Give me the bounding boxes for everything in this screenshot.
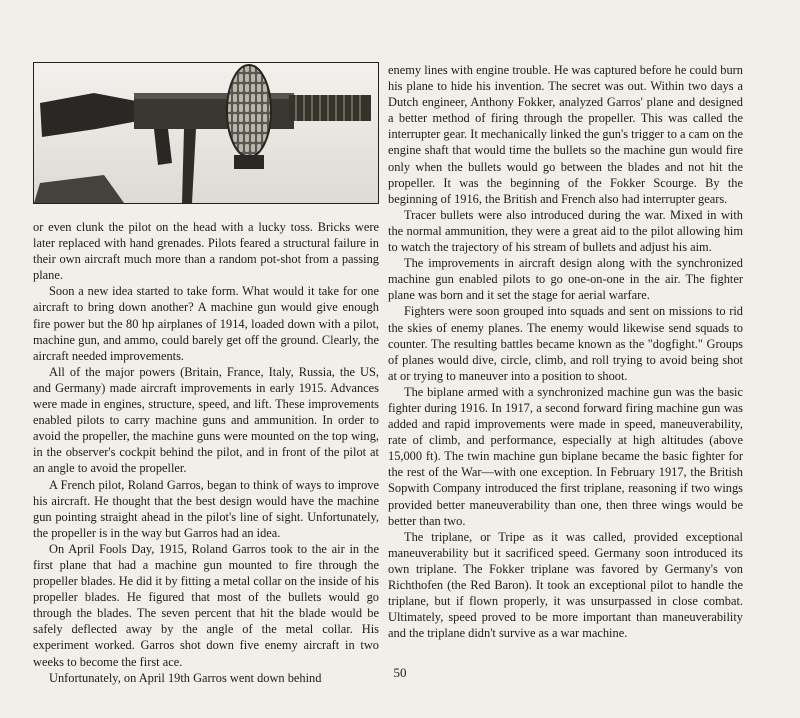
paragraph: Soon a new idea started to take form. What would it take for one aircraft to bring down another? A machine gun would give enough fire power but the 80 hp airplanes of 1914, loaded down with a pilot, machine gun, and ammo, could barely get off the ground. Clearly, the aircraft needed improvements. [33, 284, 379, 363]
machine-gun-icon [34, 63, 379, 204]
paragraph: Unfortunately, on April 19th Garros went down behind [49, 670, 322, 685]
right-column [388, 62, 743, 641]
left-column [33, 219, 379, 686]
paragraph: Tracer bullets were also introduced during the war. Mixed in with the normal ammunition, they were a great aid to the pilot allowing him to watch the trajectory of his stream of bullets and adjust his aim. [388, 207, 743, 255]
page-number: 50 [393, 665, 407, 680]
paragraph: Fighters were soon grouped into squads and sent on missions to rid the skies of enemy planes. The enemy would likewise send squads to counter. The resulting battles became known as the "dogfight." Groups of planes would dive, circle, climb, and roll trying to avoid being shot at or trying to maneuver into a position to shoot. [388, 304, 743, 383]
paragraph: The biplane armed with a synchronized machine gun was the basic fighter during 1916. In 1917, a second forward firing machine gun was added and rapid improvements were made in speed, maneuverability, rate of climb, and performance, especially at high altitudes (above 15,000 ft). The twin machine gun biplane became the basic fighter for the rest of the War—with one exception. In February 1917, the British Sopwith Company introduced the first triplane, reasoning if two wings provided better maneuverability than one, then three wings would be better than two. [388, 384, 743, 528]
paragraph: enemy lines with engine trouble. He was captured before he could burn his plane to hide his invention. The secret was out. Within two days a Dutch engineer, Anthony Fokker, analyzed Garros' plane and designed a better method of firing through the propeller. This was called the interrupter gear. It mechanically linked the gun's trigger to a cam on the engine shaft that would time the bullets so the machine gun would fire only when the bullets would go between the blades and not hit the propeller. It was the beginning of the Fokker Scourge. By the beginning of 1916, the British and French also had interrupter gears. [388, 63, 743, 206]
paragraph: or even clunk the pilot on the head with a lucky toss. Bricks were later replaced with hand grenades. Pilots feared a structural failure in their own aircraft much more than a random pot-shot from a passing plane. [33, 220, 379, 283]
paragraph: All of the major powers (Britain, France, Italy, Russia, the US, and Germany) made aircraft improvements in early 1915. Advances were made in engines, structure, speed, and lift. These improvements enabled pilots to carry machine guns and ammunition. In order to avoid the propeller, the machine guns were mounted on the top wing, in the observer's cockpit behind the pilot, and in front of the pilot at an angle to avoid the propeller. [33, 364, 379, 476]
paragraph: The triplane, or Tripe as it was called, provided exceptional maneuverability but it sacrificed speed. Germany soon introduced its own triplane. The Fokker triplane was favored by Germany's von Richthofen (the Red Baron). It took an exceptional pilot to handle the triplane, but if flown properly, it was unsurpassed in close combat. Ultimately, speed proved to be more important than maneuverability and the triplane didn't survive as a war machine. [388, 529, 743, 641]
paragraph: A French pilot, Roland Garros, began to think of ways to improve his aircraft. He thought that the best design would have the machine gun pointing straight ahead in the pilot's line of sight. Unfortunately, the propeller is in the way but Garros had an idea. [33, 477, 379, 540]
paragraph: The improvements in aircraft design along with the synchronized machine gun enabled pilots to go one-on-one in the air. The fighter plane was born and it set the stage for aerial warfare. [388, 256, 743, 303]
paragraph: On April Fools Day, 1915, Roland Garros took to the air in the first plane that had a machine gun mounted to fire through the propeller blades. He did it by fitting a metal collar on the inside of his propeller blades. He figured that most of the bullets would go through the blades. The seven percent that hit the blade would be safely deflected away by the angle of the metal collar. His experiment worked. Garros shot down five enemy aircraft in two weeks to become the first ace. [33, 541, 379, 669]
machine-gun-photo [33, 62, 379, 204]
